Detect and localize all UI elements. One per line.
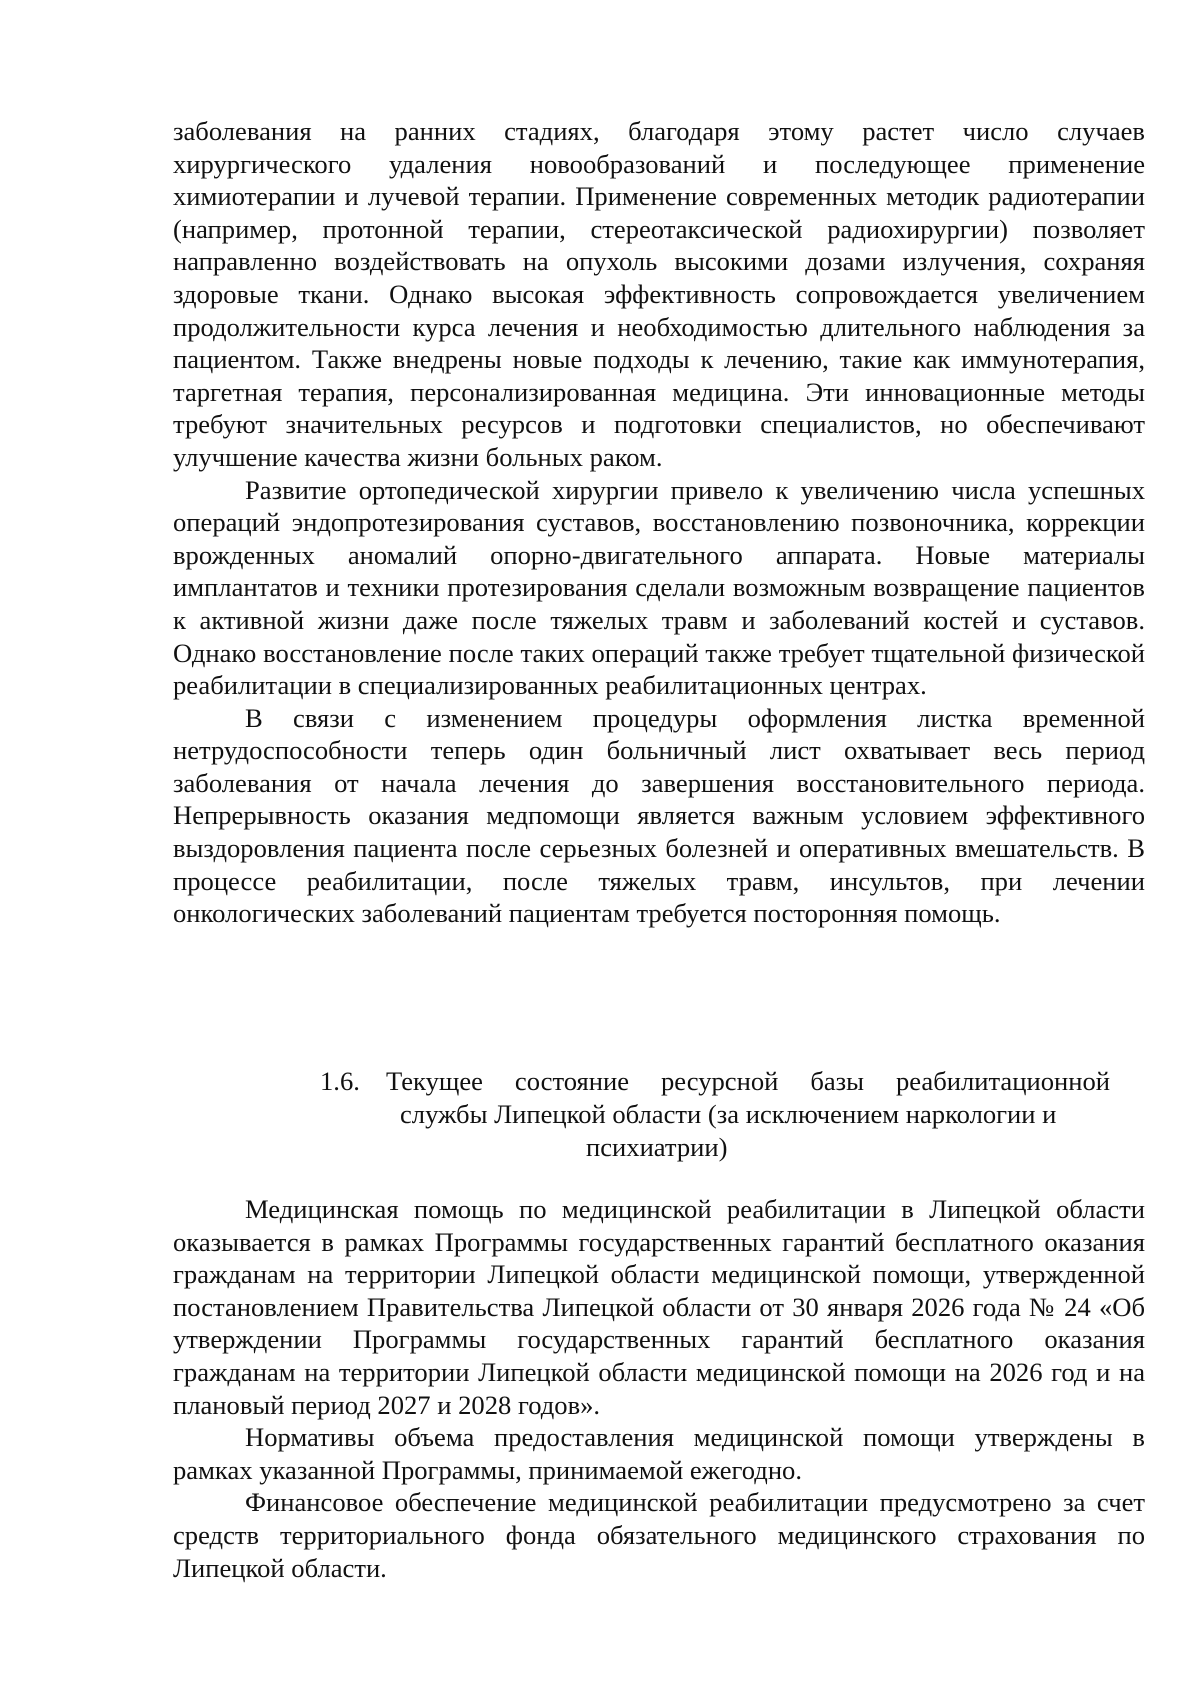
section-heading [320, 1065, 1132, 1164]
paragraph-orthopedic-surgery: Развитие ортопедической хирургии привело к увеличению числа успешных операций эндопротезирования суставов, восстановлению позвоночника, коррекции врожденных аномалий опорно-двигательного аппарата. Новые материалы имплантатов и техники протезирования сделали возможным возвращение пациентов к активной жизни даже после тяжелых травм и заболеваний костей и суставов. Однако восстановление после таких операций также требует тщательной физической реабилитации в специализированных реабилитационных центрах. [173, 474, 1145, 701]
section-heading-line-1 [320, 1065, 1110, 1098]
paragraph-financing: Финансовое обеспечение медицинской реабилитации предусмотрено за счет средств территориального фонда обязательного медицинского страхования по Липецкой области. [173, 1487, 1145, 1583]
section-title-part-3: психиатрии) [586, 1132, 728, 1162]
section-title-part-2: службы Липецкой области (за исключением наркологии и [400, 1099, 1057, 1129]
paragraph-oncology-treatment: заболевания на ранних стадиях, благодаря этому растет число случаев хирургического удаления новообразований и последующее применение химиотерапии и лучевой терапии. Применение современных методик радиотерапии (например, протонной терапии, стереотаксической радиохирургии) позволяет направленно воздействовать на опухоль высокими дозами излучения, сохраняя здоровые ткани. Однако высокая эффективность сопровождается увеличением продолжительности курса лечения и необходимостью длительного наблюдения за пациентом. Также внедрены новые подходы к лечению, такие как иммунотерапия, таргетная терапия, персонализированная медицина. Эти инновационные методы требуют значительных ресурсов и подготовки специалистов, но обеспечивают улучшение качества жизни больных раком. [173, 116, 1145, 472]
section-title-part-1: Текущее состояние ресурсной базы реабилитационной [386, 1066, 1110, 1096]
paragraph-volume-standards: Нормативы объема предоставления медицинской помощи утверждены в рамках указанной Программы, принимаемой ежегодно. [173, 1422, 1145, 1485]
section-number: 1.6. [320, 1066, 360, 1096]
body-text-top [173, 115, 1145, 930]
body-text-bottom [173, 1193, 1145, 1584]
paragraph-sick-leave: В связи с изменением процедуры оформления листка временной нетрудоспособности теперь один больничный лист охватывает весь период заболевания от начала лечения до завершения восстановительного периода. Непрерывность оказания медпомощи является важным условием эффективного выздоровления пациента после серьезных болезней и оперативных вмешательств. В процессе реабилитации, после тяжелых травм, инсультов, при лечении онкологических заболеваний пациентам требуется посторонняя помощь. [173, 702, 1145, 929]
paragraph-guarantees-program: Медицинская помощь по медицинской реабилитации в Липецкой области оказывается в рамках Программы государственных гарантий бесплатного оказания гражданам на территории Липецкой области медицинской помощи, утвержденной постановлением Правительства Липецкой области от 30 января 2026 года № 24 «Об утверждении Программы государственных гарантий бесплатного оказания гражданам на территории Липецкой области медицинской помощи на 2026 год и на плановый период 2027 и 2028 годов». [173, 1194, 1145, 1420]
